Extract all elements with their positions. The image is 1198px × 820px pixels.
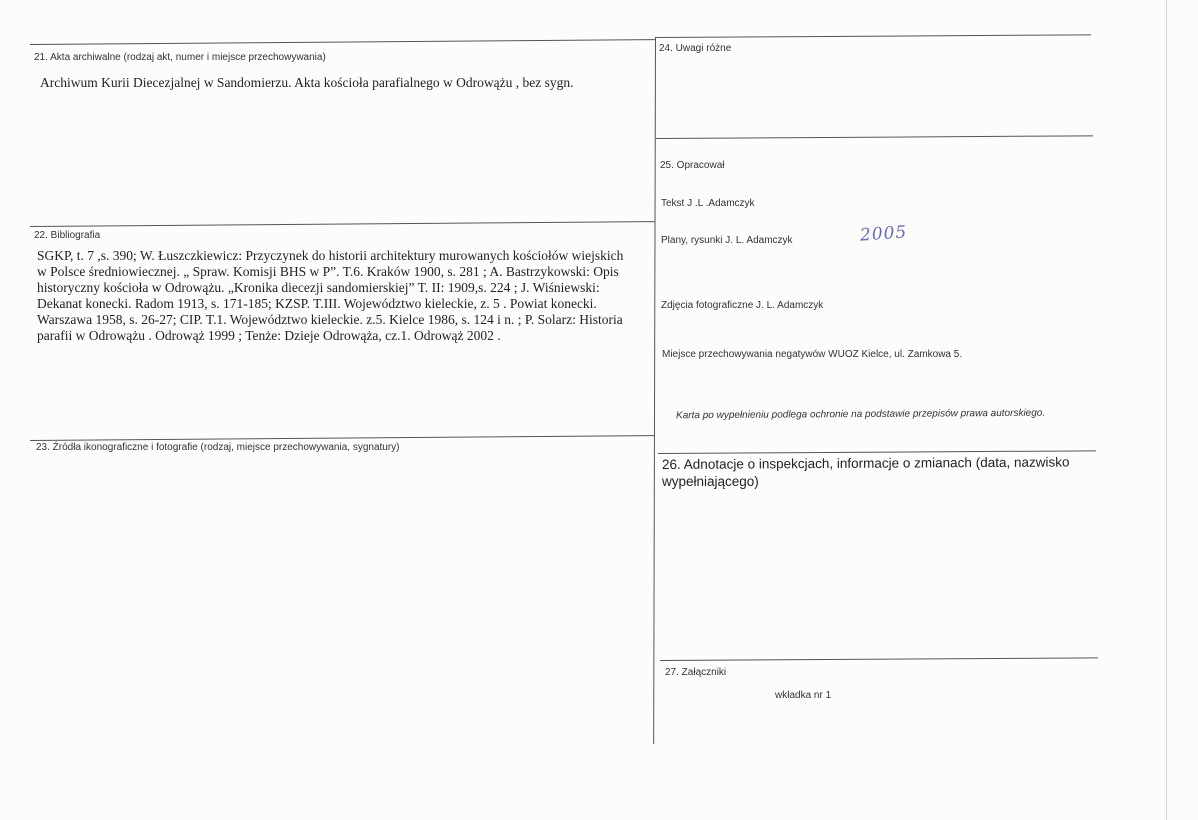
rule-27-top [660, 657, 1098, 661]
section-21-label: 21. Akta archiwalne (rodzaj akt, numer i miejsce przechowywania) [34, 52, 326, 63]
bibliography-line: w Polsce średniowiecznej. „ Spraw. Komisji BHS w P”. T.6. Kraków 1900, s. 281 ; A. Bastrzykowski: Opis [37, 264, 619, 279]
section-25-label: 25. Opracował [660, 160, 725, 171]
bibliography-text [37, 248, 655, 344]
rule-26-top [658, 450, 1096, 454]
section-27-label: 27. Załączniki [665, 667, 727, 678]
section-26-label-line2: wypełniającego) [662, 474, 759, 489]
negatives-location: Miejsce przechowywania negatywów WUOZ Kielce, ul. Zamkowa 5. [662, 349, 963, 360]
copyright-note: Karta po wypełnieniu podlega ochronie na podstawie przepisów prawa autorskiego. [675, 407, 1046, 422]
rule-25-top [655, 135, 1093, 139]
bibliography-line: historyczny kościoła w Odrowążu. „Kronika diecezji sandomierskiej” T. II: 1909,s. 224 ; J. Wiśniewski: [37, 280, 600, 295]
text-author: Tekst J .L .Adamczyk [661, 198, 755, 209]
section-21-text: Archiwum Kurii Diecezjalnej w Sandomierzu. Akta kościoła parafialnego w Odrowążu , bez sygn. [40, 75, 574, 90]
attachments-value: wkładka nr 1 [775, 690, 832, 701]
bibliography-line: SGKP, t. 7 ,s. 390; W. Łuszczkiewicz: Przyczynek do historii architektury murowanych kościołów wiejskich [37, 248, 624, 263]
handwritten-year: 2005 [859, 222, 908, 246]
rule-22-top [30, 221, 655, 227]
column-divider [653, 38, 656, 744]
scan-right-edge [1166, 0, 1167, 820]
section-26-label-line1: 26. Adnotacje o inspekcjach, informacje o zmianach (data, nazwisko [661, 454, 1070, 472]
bibliography-line: Dekanat konecki. Radom 1913, s. 171-185; KZSP. T.III. Województwo kieleckie, z. 5 . Powiat konecki. [37, 296, 597, 311]
drawings-author: Plany, rysunki J. L. Adamczyk [661, 235, 793, 246]
section-24-label: 24. Uwagi różne [659, 43, 732, 54]
section-23-label: 23. Źródła ikonograficzne i fotografie (rodzaj, miejsce przechowywania, sygnatury) [36, 442, 400, 453]
section-22-label: 22. Bibliografia [34, 230, 101, 241]
bibliography-line: Warszawa 1958, s. 26-27; CIP. T.1. Województwo kieleckie. z.5. Kielce 1986, s. 124 i n. ; P. Solarz: Historia [37, 312, 623, 327]
rule-23-top [30, 435, 655, 441]
rule-24-top [655, 34, 1091, 38]
photos-author: Zdjęcia fotograficzne J. L. Adamczyk [661, 300, 824, 311]
rule-21-top [30, 39, 655, 45]
bibliography-line: parafii w Odrowążu . Odrowąż 1999 ; Tenże: Dzieje Odrowąża, cz.1. Odrowąż 2002 . [37, 328, 501, 343]
